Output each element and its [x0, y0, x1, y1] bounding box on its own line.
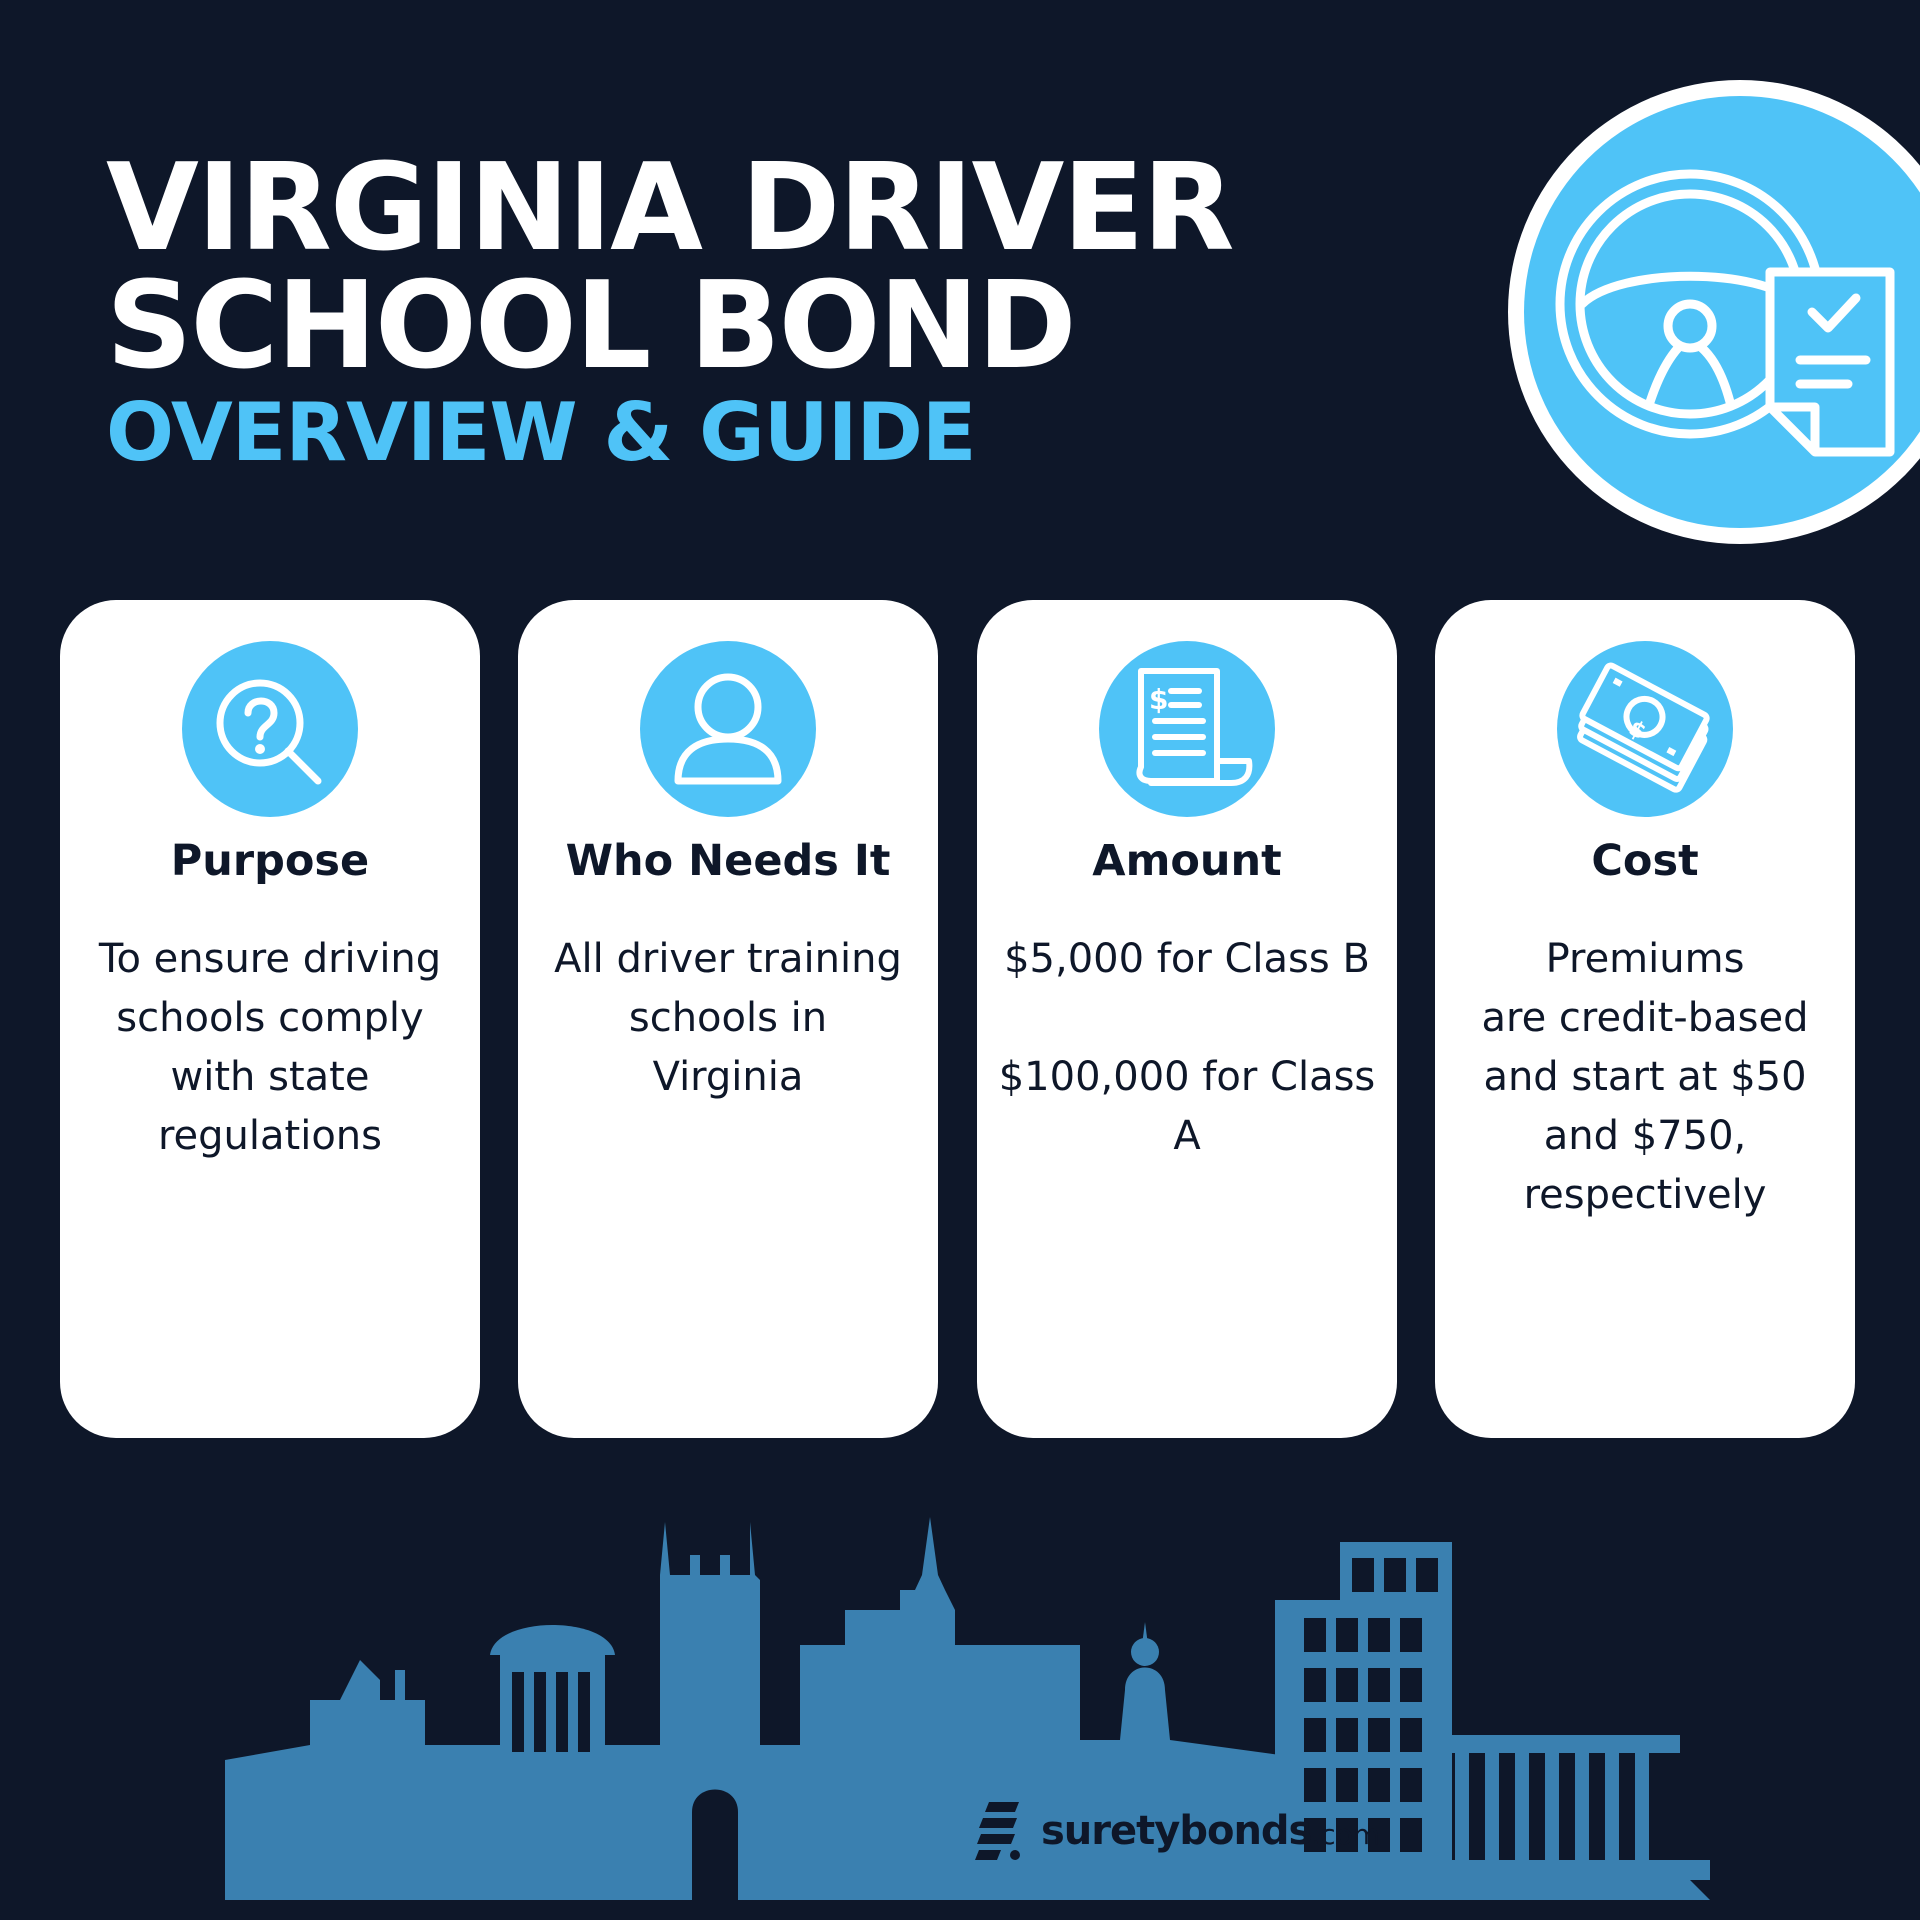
- card-line: and start at $50: [1483, 1054, 1807, 1100]
- steering-wheel-document-icon: [1500, 72, 1920, 552]
- money-icon: [1557, 641, 1733, 817]
- invoice-icon: [1099, 641, 1275, 817]
- card-body: [1455, 930, 1835, 1225]
- card-line: schools in: [628, 995, 828, 1041]
- search-question-icon: [182, 641, 358, 817]
- page-title: [106, 139, 1233, 396]
- card-cost: [1435, 600, 1855, 1438]
- title-line-2: SCHOOL BOND: [106, 257, 1075, 396]
- card-amount: [977, 600, 1397, 1438]
- card-body: [997, 930, 1377, 1166]
- svg-text:$: $: [1149, 683, 1169, 716]
- card-body: [80, 930, 460, 1166]
- suretybonds-mark-icon: [975, 1802, 1023, 1860]
- card-heading: Cost: [1591, 836, 1699, 886]
- suretybonds-logo: [975, 1802, 1380, 1860]
- card-line: Premiums: [1545, 936, 1745, 982]
- card-line: with state: [170, 1054, 370, 1100]
- card-line: schools comply: [116, 995, 424, 1041]
- card-line: regulations: [157, 1113, 382, 1159]
- title-line-1: VIRGINIA DRIVER: [106, 139, 1233, 278]
- brand-text: suretybonds: [1041, 1808, 1312, 1854]
- card-heading: Amount: [1092, 836, 1282, 886]
- card-heading: Purpose: [170, 836, 370, 886]
- brand-name: [1041, 1808, 1380, 1854]
- svg-text:$: $: [1624, 715, 1650, 746]
- page-subtitle: OVERVIEW & GUIDE: [106, 386, 976, 479]
- card-line: To ensure driving: [98, 936, 442, 982]
- card-line: $100,000 for Class: [998, 1054, 1376, 1100]
- card-body: [538, 930, 918, 1107]
- card-heading: Who Needs It: [565, 836, 891, 886]
- card-line: Virginia: [652, 1054, 804, 1100]
- card-line: are credit-based: [1481, 995, 1809, 1041]
- card-line: All driver training: [554, 936, 902, 982]
- user-icon: [640, 641, 816, 817]
- card-line: respectively: [1523, 1172, 1767, 1218]
- city-skyline-illustration: [0, 1500, 1920, 1920]
- card-line: $5,000 for Class B: [1004, 936, 1370, 982]
- card-line-gap: [997, 989, 1377, 1048]
- card-line: and $750,: [1543, 1113, 1747, 1159]
- card-line: A: [1173, 1113, 1201, 1159]
- card-who-needs-it: [518, 600, 938, 1438]
- card-purpose: [60, 600, 480, 1438]
- brand-suffix: .com: [1311, 1818, 1381, 1851]
